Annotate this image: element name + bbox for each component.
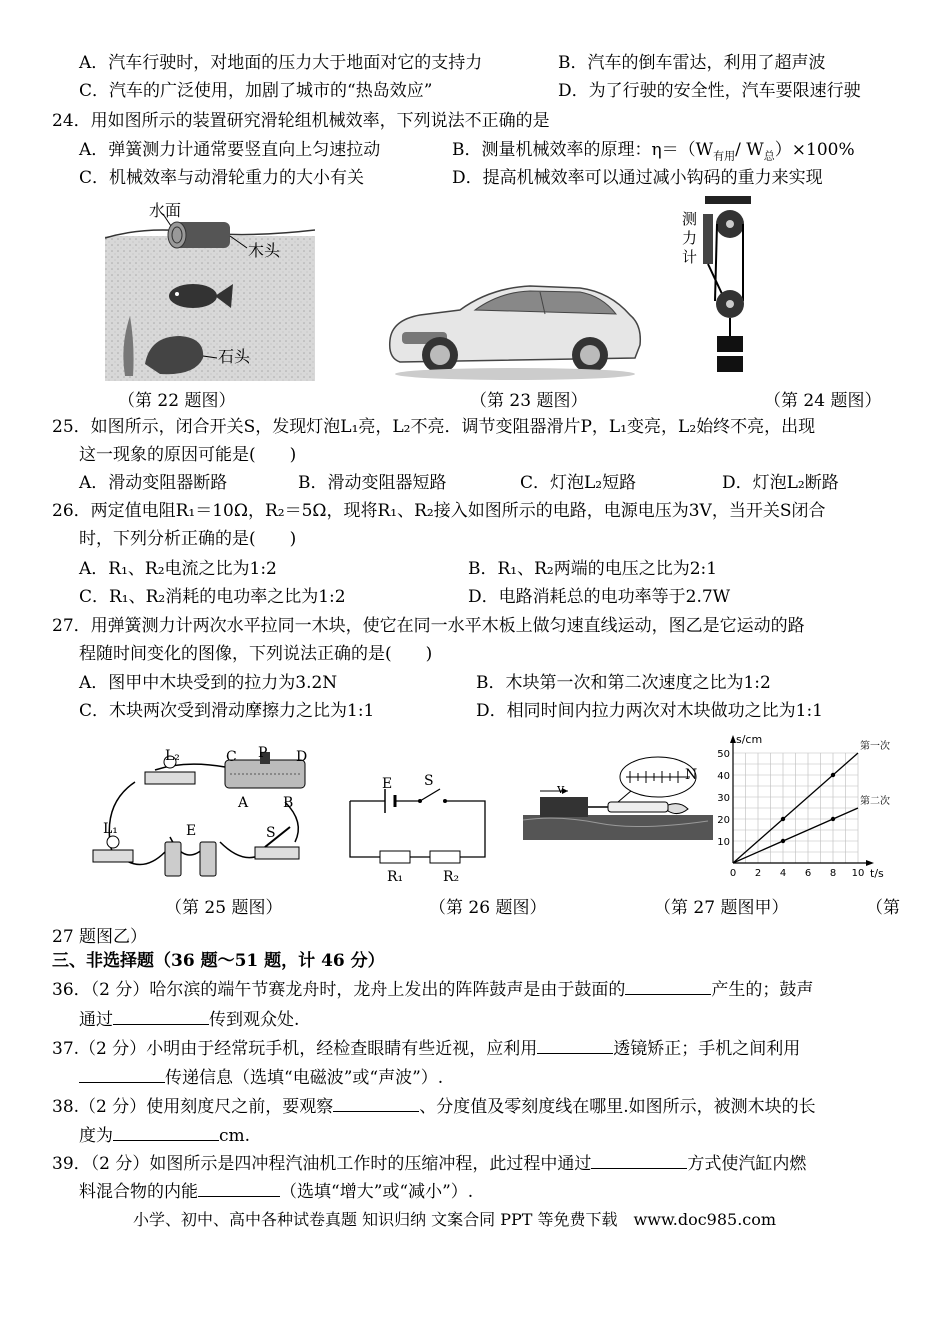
fig25-label-E: E bbox=[186, 823, 197, 839]
q26-stem-line2: 时，下列分析正确的是( ) bbox=[79, 529, 297, 549]
q24-stem: 24．用如图所示的装置研究滑轮组机械效率，下列说法不正确的是 bbox=[52, 111, 550, 131]
battery bbox=[165, 842, 216, 876]
fig26-schematic bbox=[345, 775, 495, 885]
weight-1 bbox=[717, 336, 743, 352]
spring-scale bbox=[703, 214, 713, 264]
y-tick-label: 10 bbox=[717, 837, 730, 848]
q23-option-d: D．为了行驶的安全性，汽车要限速行驶 bbox=[558, 81, 861, 101]
fig27a-caption: （第 27 题图甲） bbox=[654, 898, 789, 918]
y-axis-label: s/cm bbox=[736, 733, 763, 746]
fig25-label-B: B bbox=[283, 795, 294, 811]
q25-stem-line2: 这一现象的原因可能是( ) bbox=[79, 445, 297, 465]
data-point bbox=[781, 839, 785, 843]
q27-option-a: A．图甲中木块受到的拉力为3.2N bbox=[79, 673, 338, 693]
label-spring-scale: 测力计 bbox=[682, 210, 698, 266]
label-wood: 木头 bbox=[248, 241, 281, 260]
fig25-label-S: S bbox=[266, 825, 276, 841]
fig26-label-S: S bbox=[424, 773, 434, 789]
q38-blank-2[interactable] bbox=[113, 1124, 219, 1141]
q27-option-d: D．相同时间内拉力两次对木块做功之比为1:1 bbox=[476, 701, 823, 721]
q36-blank-1[interactable] bbox=[625, 978, 711, 995]
q39-line1: 39．（2 分）如图所示是四冲程汽油机工作时的压缩冲程，此过程中通过 方式使汽缸内燃 bbox=[52, 1154, 807, 1174]
data-point bbox=[831, 773, 835, 777]
q25-option-c: C．灯泡L₂短路 bbox=[520, 473, 637, 493]
resistor-R1 bbox=[380, 851, 410, 863]
q36-line2: 通过 传到观众处. bbox=[79, 1010, 300, 1030]
q26-option-a: A．R₁、R₂电流之比为1:2 bbox=[79, 559, 277, 579]
q39-blank-1[interactable] bbox=[591, 1152, 687, 1169]
x-axis-label: t/s bbox=[870, 867, 884, 880]
q24-option-d: D．提高机械效率可以通过减小钩码的重力来实现 bbox=[452, 168, 823, 188]
q26-option-c: C．R₁、R₂消耗的电功率之比为1:2 bbox=[79, 587, 346, 607]
q39-line2: 料混合物的内能 （选填“增大”或“减小”）. bbox=[79, 1182, 474, 1202]
q25-option-d: D．灯泡L₂断路 bbox=[722, 473, 839, 493]
q27-stem-line1: 27．用弹簧测力计两次水平拉同一木块，使它在同一水平木板上做匀速直线运动，图乙是它运动的路 bbox=[52, 616, 805, 636]
section3-heading: 三、非选择题（36 题～51 题，计 46 分） bbox=[52, 951, 385, 971]
q38-line2: 度为 cm. bbox=[79, 1126, 251, 1146]
x-tick-label: 6 bbox=[804, 868, 812, 879]
weight-2 bbox=[717, 356, 743, 372]
resistor-R2 bbox=[430, 851, 460, 863]
q26-option-b: B．R₁、R₂两端的电压之比为2:1 bbox=[468, 559, 718, 579]
fig27b-caption-part1: （第 bbox=[866, 898, 900, 918]
fig27a-label-v: v bbox=[557, 782, 565, 797]
x-tick-label: 2 bbox=[754, 868, 762, 879]
q39-blank-2[interactable] bbox=[198, 1180, 280, 1197]
q38-line1: 38.（2 分）使用刻度尺之前，要观察 、分度值及零刻度线在哪里.如图所示，被测木块的长 bbox=[52, 1097, 816, 1117]
fig23-car bbox=[380, 270, 645, 385]
spring-scale-27 bbox=[608, 802, 668, 812]
q37-line2: 传递信息（选填“电磁波”或“声波”）. bbox=[79, 1066, 443, 1089]
fig22-caption: （第 22 题图） bbox=[118, 391, 236, 411]
q27-option-b: B．木块第一次和第二次速度之比为1:2 bbox=[476, 673, 771, 693]
fig26-label-R1: R₁ bbox=[387, 869, 404, 885]
switch-S bbox=[255, 827, 299, 859]
label-stone: 石头 bbox=[218, 347, 251, 366]
fig27a-label-N: N bbox=[685, 767, 698, 783]
q24-option-a: A．弹簧测力计通常要竖直向上匀速拉动 bbox=[79, 140, 381, 160]
y-tick-label: 30 bbox=[717, 793, 730, 804]
q38-blank-1[interactable] bbox=[333, 1095, 419, 1112]
fig25-label-L1: L₁ bbox=[103, 821, 118, 837]
fig26-label-E: E bbox=[382, 776, 393, 792]
fig25-caption: （第 25 题图） bbox=[165, 898, 283, 918]
fig25-circuit bbox=[85, 742, 330, 887]
label-water-surface: 水面 bbox=[149, 201, 182, 220]
q25-option-a: A．滑动变阻器断路 bbox=[79, 473, 228, 493]
data-point bbox=[831, 817, 835, 821]
fig25-label-C: C bbox=[226, 749, 237, 765]
wood-log bbox=[168, 222, 230, 248]
x-tick-label: 0 bbox=[729, 868, 737, 879]
y-tick-label: 40 bbox=[717, 771, 730, 782]
q25-stem-line1: 25．如图所示，闭合开关S，发现灯泡L₁亮，L₂不亮．调节变阻器滑片P，L₁变亮，L₂始终不亮，出现 bbox=[52, 417, 816, 437]
fig26-label-R2: R₂ bbox=[443, 869, 460, 885]
q37-blank-1[interactable] bbox=[537, 1037, 613, 1054]
legend-entry: 第二次 bbox=[860, 796, 890, 807]
x-tick-label: 8 bbox=[829, 868, 837, 879]
y-tick-label: 20 bbox=[717, 815, 730, 826]
board bbox=[523, 815, 713, 840]
q26-option-d: D．电路消耗总的电功率等于2.7W bbox=[468, 587, 731, 607]
data-point bbox=[781, 817, 785, 821]
y-tick-label: 50 bbox=[717, 749, 730, 760]
fig24-caption: （第 24 题图） bbox=[764, 391, 882, 411]
x-tick-label: 4 bbox=[779, 868, 787, 879]
q24-option-b: B．测量机械效率的原理：$\eta=(W_{有用}/$ $W_总)\times 100\%$ bbox=[452, 140, 855, 163]
q36-line1: 36．（2 分）哈尔滨的端午节赛龙舟时，龙舟上发出的阵阵鼓声是由于鼓面的 产生的；鼓声 bbox=[52, 980, 814, 1000]
fig25-label-D: D bbox=[296, 749, 308, 765]
x-axis-arrow bbox=[866, 860, 874, 866]
q23-option-a: A．汽车行驶时，对地面的压力大于地面对它的支持力 bbox=[79, 53, 483, 73]
fig25-label-L2: L₂ bbox=[165, 748, 180, 764]
q24-option-c: C．机械效率与动滑轮重力的大小有关 bbox=[79, 168, 365, 188]
fig22-water-scene bbox=[105, 196, 315, 381]
fig27b-caption-part2: 27 题图乙） bbox=[52, 927, 148, 947]
x-tick-label: 10 bbox=[851, 868, 865, 879]
q37-line1: 37.（2 分）小明由于经常玩手机，经检查眼睛有些近视，应利用 透镜矫正；手机之间利用 bbox=[52, 1039, 801, 1059]
fig25-label-A: A bbox=[238, 795, 249, 811]
fig26-caption: （第 26 题图） bbox=[429, 898, 547, 918]
q27-option-c: C．木块两次受到滑动摩擦力之比为1:1 bbox=[79, 701, 375, 721]
q26-stem-line1: 26．两定值电阻R₁＝10Ω，R₂＝5Ω，现将R₁、R₂接入如图所示的电路，电源电压为3V，当开关S闭合 bbox=[52, 501, 826, 521]
legend-entry: 第一次 bbox=[860, 741, 890, 752]
q36-blank-2[interactable] bbox=[113, 1008, 209, 1025]
fig23-caption: （第 23 题图） bbox=[470, 391, 588, 411]
footer-download-link[interactable]: 小学、初中、高中各种试卷真题 知识归纳 文案合同 PPT 等免费下载 www.doc985.com bbox=[133, 1210, 777, 1229]
q23-option-b: B．汽车的倒车雷达，利用了超声波 bbox=[558, 53, 826, 73]
q23-option-c: C．汽车的广泛使用，加剧了城市的“热岛效应” bbox=[79, 81, 433, 101]
q37-blank-2[interactable] bbox=[79, 1066, 165, 1083]
q27-stem-line2: 程随时间变化的图像，下列说法正确的是( ) bbox=[79, 644, 433, 664]
fig27b-chart bbox=[715, 725, 890, 885]
fig25-label-P: P bbox=[258, 745, 268, 761]
q25-option-b: B．滑动变阻器短路 bbox=[298, 473, 447, 493]
